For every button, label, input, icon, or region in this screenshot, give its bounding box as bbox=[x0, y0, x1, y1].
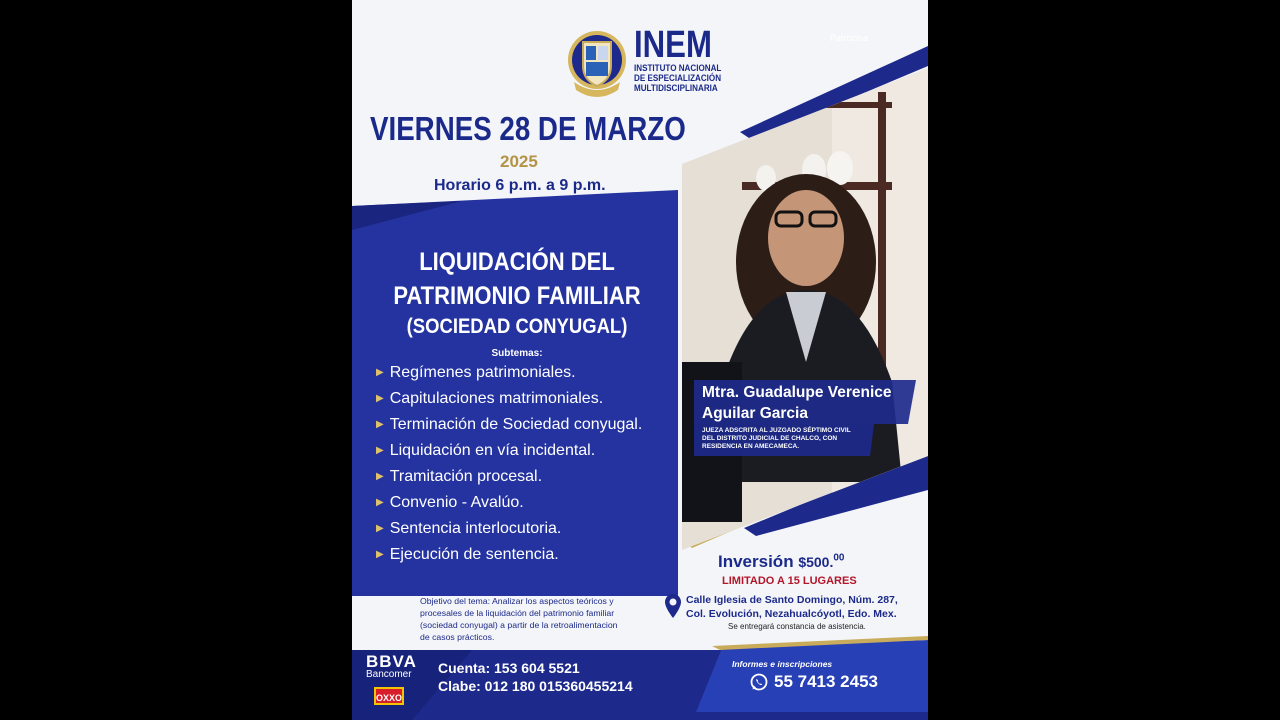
bullet-triangle-icon: ▶ bbox=[376, 393, 384, 404]
sponsor-label: Patrocina bbox=[830, 33, 869, 43]
speaker-photo bbox=[682, 62, 928, 550]
contact-phone: 55 7413 2453 bbox=[774, 672, 878, 691]
subtema-item: ▶ Liquidación en vía incidental. bbox=[376, 442, 596, 459]
topic-title-line-3: (SOCIEDAD CONYUGAL) bbox=[406, 315, 628, 338]
subtema-item: ▶ Tramitación procesal. bbox=[376, 468, 543, 485]
bullet-triangle-icon: ▶ bbox=[376, 549, 384, 560]
subtemas-label: Subtemas: bbox=[491, 348, 543, 359]
crest-shield-icon bbox=[566, 24, 628, 102]
objective-line-4: de casos prácticos. bbox=[420, 632, 495, 642]
bullet-triangle-icon: ▶ bbox=[376, 419, 384, 430]
subtema-item: ▶ Capitulaciones matrimoniales. bbox=[376, 390, 604, 407]
event-hours: Horario 6 p.m. a 9 p.m. bbox=[434, 177, 606, 194]
org-line-3: MULTIDISCIPLINARIA bbox=[634, 83, 718, 94]
subtema-item: ▶ Terminación de Sociedad conyugal. bbox=[376, 416, 643, 433]
event-year: 2025 bbox=[500, 152, 538, 171]
objective-line-2: procesales de la liquidación del patrimonio familiar bbox=[420, 608, 615, 618]
bullet-triangle-icon: ▶ bbox=[376, 471, 384, 482]
seat-limit: LIMITADO A 15 LUGARES bbox=[722, 575, 857, 587]
objective-line-3: (sociedad conyugal) a partir de la retroalimentacion bbox=[420, 620, 618, 630]
event-poster bbox=[352, 0, 928, 720]
subtema-item: ▶ Regímenes patrimoniales. bbox=[376, 364, 576, 381]
bullet-triangle-icon: ▶ bbox=[376, 445, 384, 456]
address-line-2: Col. Evolución, Nezahualcóyotl, Edo. Mex. bbox=[686, 608, 897, 620]
bbva-logo: BBVA bbox=[366, 652, 417, 671]
attendance-note: Se entregará constancia de asistencia. bbox=[728, 622, 866, 631]
subtema-item: ▶ Ejecución de sentencia. bbox=[376, 546, 559, 563]
topic-title-line-1: LIQUIDACIÓN DEL bbox=[419, 248, 615, 276]
clabe-number: Clabe: 012 180 015360455214 bbox=[438, 678, 633, 694]
org-name: INEM bbox=[634, 24, 712, 66]
bancomer-label: Bancomer bbox=[366, 669, 412, 680]
subtema-item: ▶ Convenio - Avalúo. bbox=[376, 494, 524, 511]
subtema-item: ▶ Sentencia interlocutoria. bbox=[376, 520, 562, 537]
objective-line-1: Objetivo del tema: Analizar los aspectos teóricos y bbox=[420, 596, 614, 606]
org-line-1: INSTITUTO NACIONAL bbox=[634, 63, 722, 74]
speaker-name: Mtra. Guadalupe Verenice Aguilar Garcia bbox=[702, 384, 892, 422]
price: Inversión $500.00 bbox=[718, 552, 845, 571]
bullet-triangle-icon: ▶ bbox=[376, 497, 384, 508]
bullet-triangle-icon: ▶ bbox=[376, 523, 384, 534]
contact-label: Informes e inscripciones bbox=[732, 659, 833, 669]
bullet-triangle-icon: ▶ bbox=[376, 367, 384, 378]
oxxo-logo: OXXO bbox=[374, 687, 404, 705]
account-number: Cuenta: 153 604 5521 bbox=[438, 660, 580, 676]
address-line-1: Calle Iglesia de Santo Domingo, Núm. 287, bbox=[686, 594, 898, 606]
org-line-2: DE ESPECIALIZACIÓN bbox=[634, 73, 722, 84]
whatsapp-icon bbox=[750, 673, 768, 691]
speaker-role: JUEZA ADSCRITA AL JUZGADO SÉPTIMO CIVIL DEL DISTRITO JUDICIAL DE CHALCO, CON RESIDENCIA EN AMECAMECA. bbox=[702, 427, 851, 450]
topic-title-line-2: PATRIMONIO FAMILIAR bbox=[393, 282, 641, 310]
event-date: VIERNES 28 DE MARZO bbox=[370, 110, 686, 147]
